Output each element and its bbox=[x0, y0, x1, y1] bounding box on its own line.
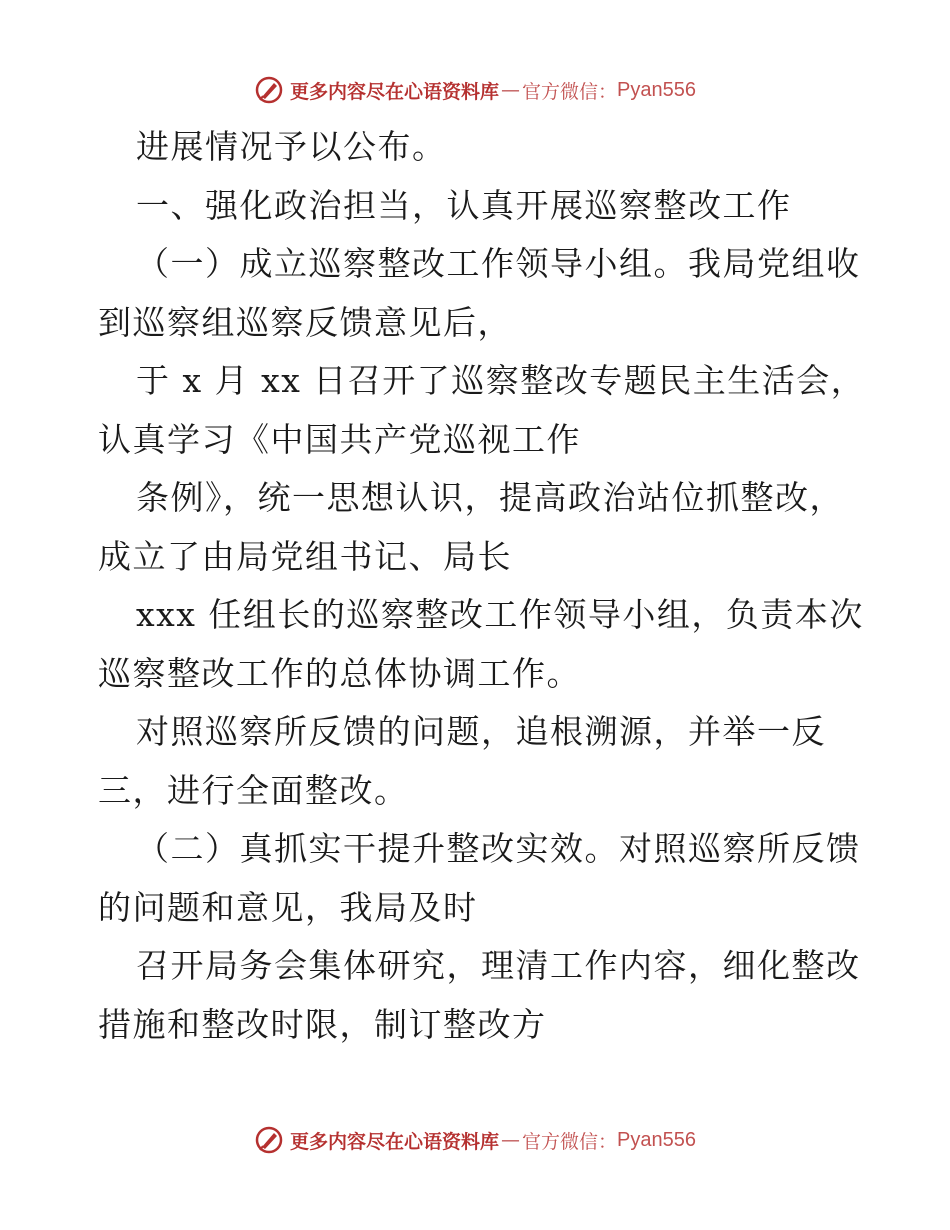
body-line: 的问题和意见，我局及时 bbox=[98, 887, 478, 927]
body-line: 到巡察组巡察反馈意见后， bbox=[98, 302, 512, 342]
body-line: 三，进行全面整改。 bbox=[98, 770, 409, 810]
body-line: 认真学习《中国共产党巡视工作 bbox=[98, 419, 581, 459]
quill-logo-icon bbox=[254, 1125, 284, 1155]
body-line: 措施和整改时限，制订整改方 bbox=[98, 1004, 547, 1044]
body-line: （二）真抓实干提升整改实效。对照巡察所反馈 bbox=[136, 829, 861, 868]
body-line: 对照巡察所反馈的问题，追根溯源，并举一反 bbox=[136, 712, 826, 751]
footer-wechat-label: 官方微信： bbox=[522, 1130, 618, 1153]
body-line: xxx 任组长的巡察整改工作领导小组，负责本次 bbox=[136, 595, 864, 634]
body-line: 成立了由局党组书记、局长 bbox=[98, 536, 512, 576]
footer-wechat-id: Pyan556 bbox=[617, 1128, 696, 1151]
document-body bbox=[98, 118, 868, 1054]
header-banner bbox=[0, 70, 950, 110]
footer-dash: — bbox=[501, 1129, 521, 1151]
header-site-text: 更多内容尽在心语资料库 bbox=[290, 80, 500, 103]
body-line: 于 x 月 xx 日召开了巡察整改专题民主生活会， bbox=[136, 361, 866, 400]
body-line: 条例》，统一思想认识，提高政治站位抓整改， bbox=[136, 478, 844, 517]
body-line: （一）成立巡察整改工作领导小组。我局党组收 bbox=[136, 244, 861, 283]
footer-banner bbox=[0, 1120, 950, 1160]
header-wechat-label: 官方微信： bbox=[522, 80, 618, 103]
section-heading: 一、强化政治担当，认真开展巡察整改工作 bbox=[136, 185, 792, 225]
header-wechat-id: Pyan556 bbox=[617, 78, 696, 101]
body-line: 巡察整改工作的总体协调工作。 bbox=[98, 653, 581, 693]
quill-logo-icon bbox=[254, 75, 284, 105]
body-line: 进展情况予以公布。 bbox=[136, 127, 447, 166]
footer-site-text: 更多内容尽在心语资料库 bbox=[290, 1130, 500, 1153]
header-dash: — bbox=[501, 79, 521, 101]
body-line: 召开局务会集体研究，理清工作内容，细化整改 bbox=[136, 946, 861, 985]
